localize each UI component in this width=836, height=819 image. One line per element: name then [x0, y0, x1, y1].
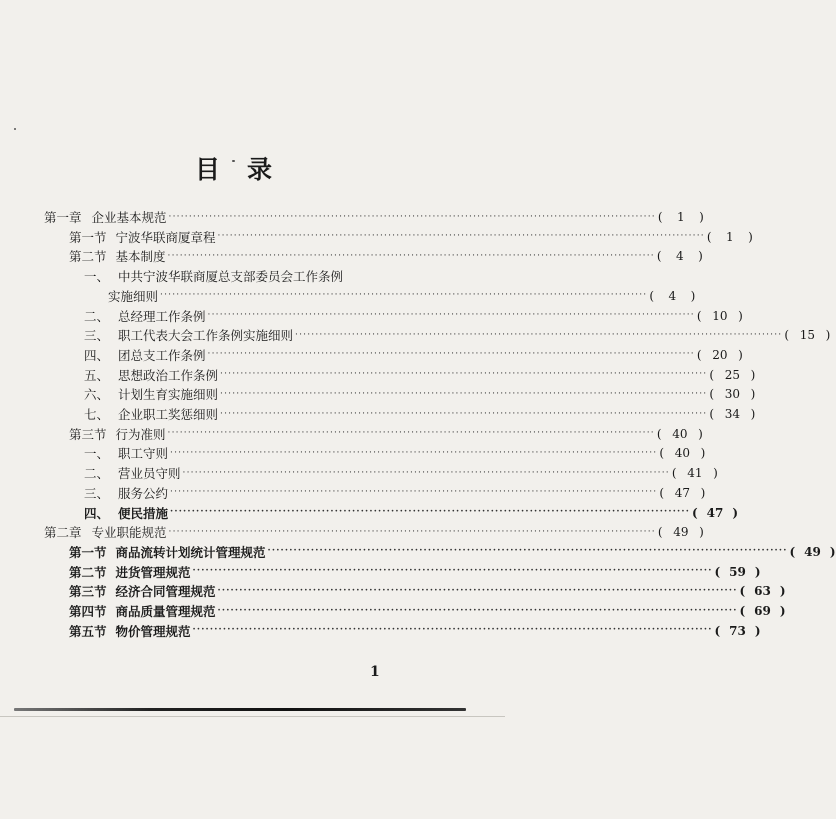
toc-entry-number: 第二章 — [44, 525, 82, 541]
paren-close: ) — [829, 544, 836, 559]
toc-page-number: 4 — [668, 288, 677, 303]
toc-entry-number: 第四节 — [69, 604, 107, 619]
paren-open: ( — [656, 426, 662, 441]
toc-entry-label — [84, 444, 168, 462]
toc-entry-number: 第三节 — [69, 426, 107, 442]
toc-page-number: 30 — [724, 387, 740, 402]
toc-entry-number: 三、 — [84, 328, 110, 344]
toc-entry-number: 六、 — [84, 387, 110, 403]
toc-entry-label — [44, 523, 167, 541]
toc-row — [44, 208, 704, 226]
toc-page-number: 25 — [724, 367, 740, 382]
toc-row — [84, 444, 706, 462]
toc-leader-dots: ························································································································ — [167, 250, 655, 261]
page-title — [195, 150, 273, 186]
paren-close: ) — [754, 623, 761, 638]
toc-entry-text: 团总支工作条例 — [118, 347, 206, 363]
toc-entry-number: 一、 — [84, 269, 110, 285]
toc-entry-text: 商品流转计划统计管理规范 — [115, 544, 266, 560]
toc-page-ref — [692, 506, 738, 520]
toc-entry-label — [69, 543, 266, 561]
toc-page-number: 59 — [729, 564, 746, 579]
toc-page-ref — [659, 446, 705, 460]
toc-entry-number: 二、 — [84, 308, 110, 324]
toc-entry-label — [69, 622, 191, 640]
toc-row — [84, 346, 743, 364]
paren-open: ( — [696, 347, 702, 362]
toc-page-ref — [715, 624, 761, 638]
toc-entry-text: 商品质量管理规范 — [115, 604, 216, 619]
paren-open: ( — [657, 210, 663, 224]
paren-close: ) — [750, 367, 756, 382]
toc-page-ref — [649, 289, 695, 303]
toc-entry-number: 五、 — [84, 367, 110, 383]
paren-close: ) — [748, 229, 753, 244]
toc-page-number: 41 — [687, 466, 703, 481]
toc-page-number: 49 — [673, 525, 689, 540]
toc-leader-dots: ························································································································ — [170, 507, 691, 517]
toc-page-number: 34 — [724, 407, 740, 421]
page-number: 1 — [370, 664, 380, 680]
toc-leader-dots: ························································································································ — [295, 329, 783, 340]
paren-close: ) — [750, 387, 756, 402]
toc-entry-label — [84, 346, 206, 364]
toc-entry-label — [84, 504, 168, 522]
toc-entry-number: 四、 — [84, 505, 110, 521]
toc-entry-text: 宁波华联商厦章程 — [115, 229, 216, 245]
toc-entry-text: 思想政治工作条例 — [118, 367, 219, 383]
toc-leader-dots: ························································································································ — [220, 408, 708, 419]
toc-page-ref — [709, 387, 755, 401]
toc-leader-dots: ························································································································ — [220, 369, 708, 380]
toc-row — [84, 504, 739, 522]
toc-entry-text: 营业员守则 — [118, 466, 181, 482]
toc-page-ref — [657, 249, 703, 263]
toc-leader-dots: ························································································································ — [167, 428, 655, 439]
toc-row — [69, 602, 786, 620]
paren-close: ) — [699, 210, 704, 224]
toc-page-number: 20 — [712, 347, 728, 362]
toc-entry-label — [69, 602, 216, 620]
paren-close: ) — [698, 426, 703, 441]
toc-leader-dots: ························································································································ — [192, 566, 713, 577]
toc-entry-text: 进货管理规范 — [115, 564, 191, 580]
toc-leader-dots: ························································································································ — [192, 625, 713, 636]
toc-leader-dots: ························································································································ — [217, 231, 705, 242]
paren-open: ( — [659, 446, 665, 461]
toc-entry-number: 四、 — [84, 347, 110, 363]
paren-open: ( — [709, 407, 715, 421]
toc-entry-text: 职工代表大会工作条例实施细则 — [118, 328, 294, 344]
toc-entry-label — [44, 208, 167, 226]
toc-row — [69, 247, 703, 265]
paren-open: ( — [706, 229, 712, 244]
footer-rule-faint — [0, 716, 505, 717]
paren-open: ( — [692, 505, 698, 520]
toc-entry-label — [108, 287, 158, 305]
paren-close: ) — [779, 604, 786, 618]
toc-entry-text: 专业职能规范 — [91, 525, 167, 541]
toc-leader-dots: ························································································································ — [182, 467, 670, 478]
toc-entry-number: 一、 — [84, 446, 110, 462]
paren-close: ) — [825, 328, 831, 343]
toc-row — [69, 543, 836, 561]
toc-entry-text: 职工守则 — [118, 446, 169, 462]
toc-page-ref — [657, 427, 703, 441]
toc-row — [84, 484, 706, 502]
toc-entry-label — [69, 228, 216, 246]
toc-row — [108, 287, 696, 305]
toc-page-ref — [715, 565, 761, 579]
toc-entry-number: 第五节 — [69, 623, 107, 639]
toc-entry-text: 中共宁波华联商厦总支部委员会工作条例 — [118, 269, 344, 285]
toc-leader-dots: ························································································································ — [207, 310, 695, 320]
toc-leader-dots: ························································································································ — [168, 211, 656, 222]
paren-open: ( — [709, 367, 715, 382]
footer-rule — [14, 708, 466, 711]
toc-page-ref — [697, 348, 743, 362]
toc-entry-number: 第一章 — [44, 210, 82, 225]
toc-entry-label — [84, 464, 181, 482]
toc-row — [84, 405, 756, 423]
toc-entry-number: 第三节 — [69, 584, 107, 600]
toc-page-number: 40 — [674, 446, 690, 461]
toc-entry-label — [84, 385, 218, 403]
toc-row — [69, 622, 761, 640]
toc-entry-number: 七、 — [84, 407, 110, 422]
paren-open: ( — [784, 328, 790, 343]
toc-page-number: 1 — [677, 210, 685, 224]
toc-page-number: 47 — [706, 505, 724, 520]
toc-leader-dots: ························································································································ — [207, 349, 695, 360]
toc-row — [84, 464, 718, 482]
paren-close: ) — [700, 485, 706, 500]
toc-page-ref — [697, 309, 743, 323]
toc-entry-number: 第二节 — [69, 249, 107, 265]
toc-entry-text: 企业基本规范 — [91, 210, 167, 225]
toc-entry-number: 第二节 — [69, 564, 107, 580]
toc-entry-label — [84, 366, 218, 384]
paren-close: ) — [738, 308, 743, 323]
toc-leader-dots: ························································································································ — [160, 290, 648, 301]
toc-entry-label — [84, 267, 343, 285]
toc-page-number: 10 — [712, 308, 728, 323]
toc-leader-dots: ························································································································ — [267, 546, 788, 557]
paren-open: ( — [671, 466, 677, 481]
toc-page-ref — [658, 210, 704, 224]
toc-entry-number: 第一节 — [69, 544, 107, 560]
toc-row — [44, 523, 704, 541]
toc-entry-label — [84, 484, 168, 502]
paren-close: ) — [754, 564, 761, 579]
toc-row — [84, 267, 412, 285]
toc-row — [84, 385, 756, 403]
toc-entry-label — [69, 247, 166, 265]
print-speck — [14, 128, 16, 130]
toc-entry-label — [84, 405, 218, 423]
toc-entry-text: 企业职工奖惩细则 — [118, 407, 219, 422]
toc-page-number: 73 — [729, 623, 746, 638]
toc-entry-number: 第一节 — [69, 229, 107, 245]
toc-entry-text: 计划生育实施细则 — [118, 387, 219, 403]
toc-page-number: 40 — [672, 426, 688, 441]
toc-row — [69, 582, 786, 600]
toc-page-ref — [784, 328, 830, 342]
toc-page-number: 63 — [754, 584, 771, 599]
toc-row — [84, 326, 831, 344]
toc-entry-text: 服务公约 — [118, 485, 169, 501]
title-char-1: 目 — [195, 155, 222, 184]
toc-leader-dots: ························································································································ — [217, 605, 738, 616]
toc-page-number: 47 — [674, 485, 690, 500]
toc-page-ref — [790, 545, 836, 559]
toc-leader-dots: ························································································································ — [220, 388, 708, 399]
paren-close: ) — [699, 525, 704, 540]
toc-page-number: 4 — [676, 249, 684, 264]
paren-open: ( — [789, 544, 796, 559]
toc-page-ref — [659, 486, 705, 500]
title-char-2: 录 — [247, 155, 274, 184]
paren-close: ) — [750, 407, 756, 421]
paren-open: ( — [659, 485, 665, 500]
toc-entry-text: 物价管理规范 — [115, 623, 191, 639]
toc-page-ref — [658, 525, 704, 539]
toc-page-ref — [709, 368, 755, 382]
toc-entry-text: 实施细则 — [108, 288, 159, 304]
toc-entry-label — [84, 307, 206, 325]
paren-open: ( — [739, 584, 746, 599]
toc-entry-label — [69, 563, 191, 581]
paren-close: ) — [738, 347, 743, 362]
toc-row — [84, 307, 743, 325]
toc-page-ref — [709, 407, 755, 421]
toc-entry-number: 二、 — [84, 466, 110, 482]
toc-row — [69, 228, 753, 246]
toc-page-number: 49 — [804, 544, 821, 559]
toc-page-ref — [707, 230, 753, 244]
paren-open: ( — [714, 623, 721, 638]
paren-open: ( — [649, 288, 655, 303]
toc-entry-text: 行为准则 — [115, 426, 166, 442]
toc-row — [69, 425, 703, 443]
paren-open: ( — [739, 604, 746, 618]
toc-page-ref — [672, 466, 718, 480]
toc-leader-dots: ························································································································ — [170, 447, 658, 458]
toc-page-ref — [740, 584, 786, 598]
toc-page-number: 15 — [799, 328, 815, 343]
paren-close: ) — [700, 446, 706, 461]
paren-close: ) — [690, 288, 696, 303]
paren-close: ) — [713, 466, 718, 481]
paren-open: ( — [696, 308, 702, 323]
toc-entry-text: 总经理工作条例 — [118, 308, 206, 324]
toc-page-number: 1 — [726, 229, 734, 244]
toc-entry-text: 经济合同管理规范 — [115, 584, 216, 600]
toc-row — [84, 366, 756, 384]
toc-leader-dots: ························································································································ — [217, 585, 738, 596]
paren-close: ) — [779, 584, 786, 599]
paren-open: ( — [657, 525, 663, 540]
print-speck — [232, 160, 235, 162]
paren-close: ) — [698, 249, 703, 264]
paren-open: ( — [714, 564, 721, 579]
toc-page-ref — [740, 604, 786, 618]
paren-open: ( — [656, 249, 662, 264]
toc-leader-dots: ························································································································ — [170, 487, 658, 498]
toc-entry-text: 基本制度 — [115, 249, 166, 265]
toc-entry-number: 三、 — [84, 485, 110, 501]
paren-close: ) — [732, 505, 739, 520]
paren-open: ( — [709, 387, 715, 402]
toc-entry-label — [69, 425, 166, 443]
toc-row — [69, 563, 761, 581]
toc-entry-label — [84, 326, 293, 344]
toc-leader-dots: ························································································································ — [168, 526, 656, 537]
toc-page-number: 69 — [754, 604, 771, 618]
toc-entry-text: 便民措施 — [118, 505, 169, 521]
toc-entry-label — [69, 582, 216, 600]
